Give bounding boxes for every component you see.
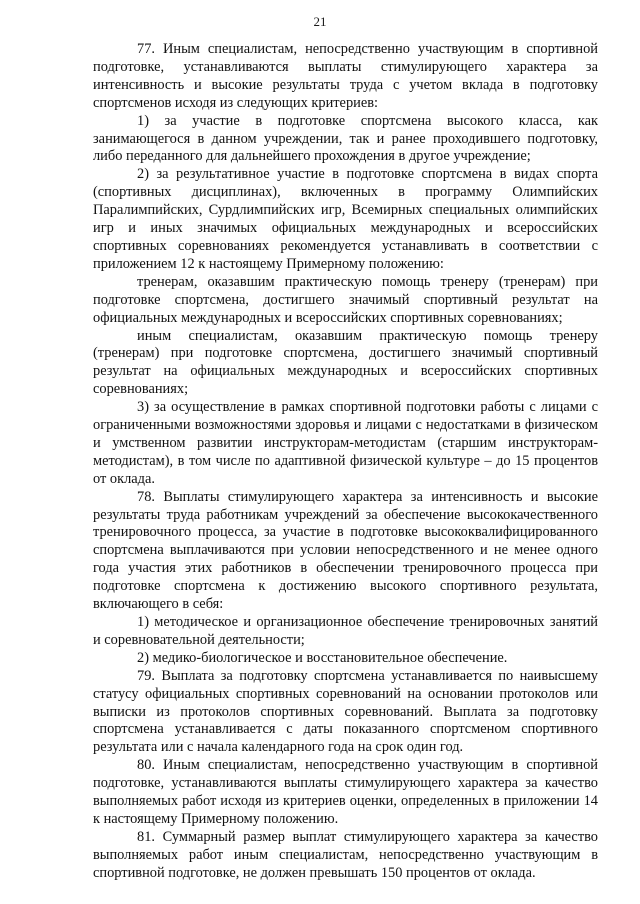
paragraph-81: 81. Суммарный размер выплат стимулирующего характера за качество выполняемых работ иным специалистам, непосредственно участвующим в спортивной подготовке, не должен превышать 150 процентов от оклада.	[93, 828, 598, 881]
paragraph-79: 79. Выплата за подготовку спортсмена устанавливается по наивысшему статусу официальных спортивных соревнований на основании протоколов или выписки из протоколов спортивных соревнований. Выплата за подготовку спортсмена устанавливается с даты показанного спортсменом спортивного результата или с начала календарного года на срок один год.	[93, 667, 598, 756]
paragraph-77-item-2: 2) за результативное участие в подготовке спортсмена в видах спорта (спортивных дисциплинах), включенных в программу Олимпийских Паралимпийских, Сурдлимпийских игр, Всемирных специальных олимпийских игр и иных значимых официальных международных и всероссийских спортивных соревнованиях рекомендуется устанавливать в соответствии с приложением 12 к настоящему Примерному положению:	[93, 166, 598, 272]
paragraph-77: 77. Иным специалистам, непосредственно участвующим в спортивной подготовке, устанавливаются выплаты стимулирующего характера за интенсивность и высокие результаты труда с учетом вклада в подготовку спортсменов исходя из следующих критериев:	[93, 41, 598, 111]
paragraph-78-item-2: 2) медико-биологическое и восстановительное обеспечение.	[137, 649, 508, 666]
page-number: 21	[313, 14, 327, 29]
paragraph-78-item-1: 1) методическое и организационное обеспечение тренировочных занятий и соревновательной деятельности;	[93, 614, 598, 648]
paragraph-77-item-2-coaches: тренерам, оказавшим практическую помощь тренеру (тренерам) при подготовке спортсмена, достигшего значимый спортивный результат на официальных международных и всероссийских спортивных соревнованиях;	[93, 273, 598, 326]
paragraph-80: 80. Иным специалистам, непосредственно участвующим в спортивной подготовке, устанавливаются выплаты стимулирующего характера за качество выполняемых работ исходя из критериев оценки, определенных в приложении 14 к настоящему Примерному положению.	[93, 757, 598, 827]
paragraph-78: 78. Выплаты стимулирующего характера за интенсивность и высокие результаты труда работникам учреждений за обеспечение высококачественного тренировочного процесса, за участие в подготовке высококвалифицированного спортсмена выплачиваются при условии непосредственного и не менее одного года участия этих работников в обеспечении тренировочного процесса при подготовке спортсмена к достижению высокого спортивного результата, включающего в себя:	[93, 488, 598, 613]
paragraph-77-item-1: 1) за участие в подготовке спортсмена высокого класса, как занимающегося в данном учреждении, так и ранее проходившего подготовку, либо переданного для дальнейшего прохождения в другое учреждение;	[93, 112, 598, 165]
paragraph-77-item-2-specialists: иным специалистам, оказавшим практическую помощь тренеру (тренерам) при подготовке спортсмена, достигшего значимый спортивный результат на официальных международных и всероссийских спортивных соревнованиях;	[93, 327, 598, 398]
document-body	[93, 41, 598, 883]
paragraph-77-item-3: 3) за осуществление в рамках спортивной подготовки работы с лицами с ограниченными возможностями здоровья и лицами с недостатками в физическом и умственном развитии инструкторам-методистам (старшим инструкторам-методистам), в том числе по адаптивной физической культуре – до 15 процентов от оклада.	[93, 399, 598, 487]
